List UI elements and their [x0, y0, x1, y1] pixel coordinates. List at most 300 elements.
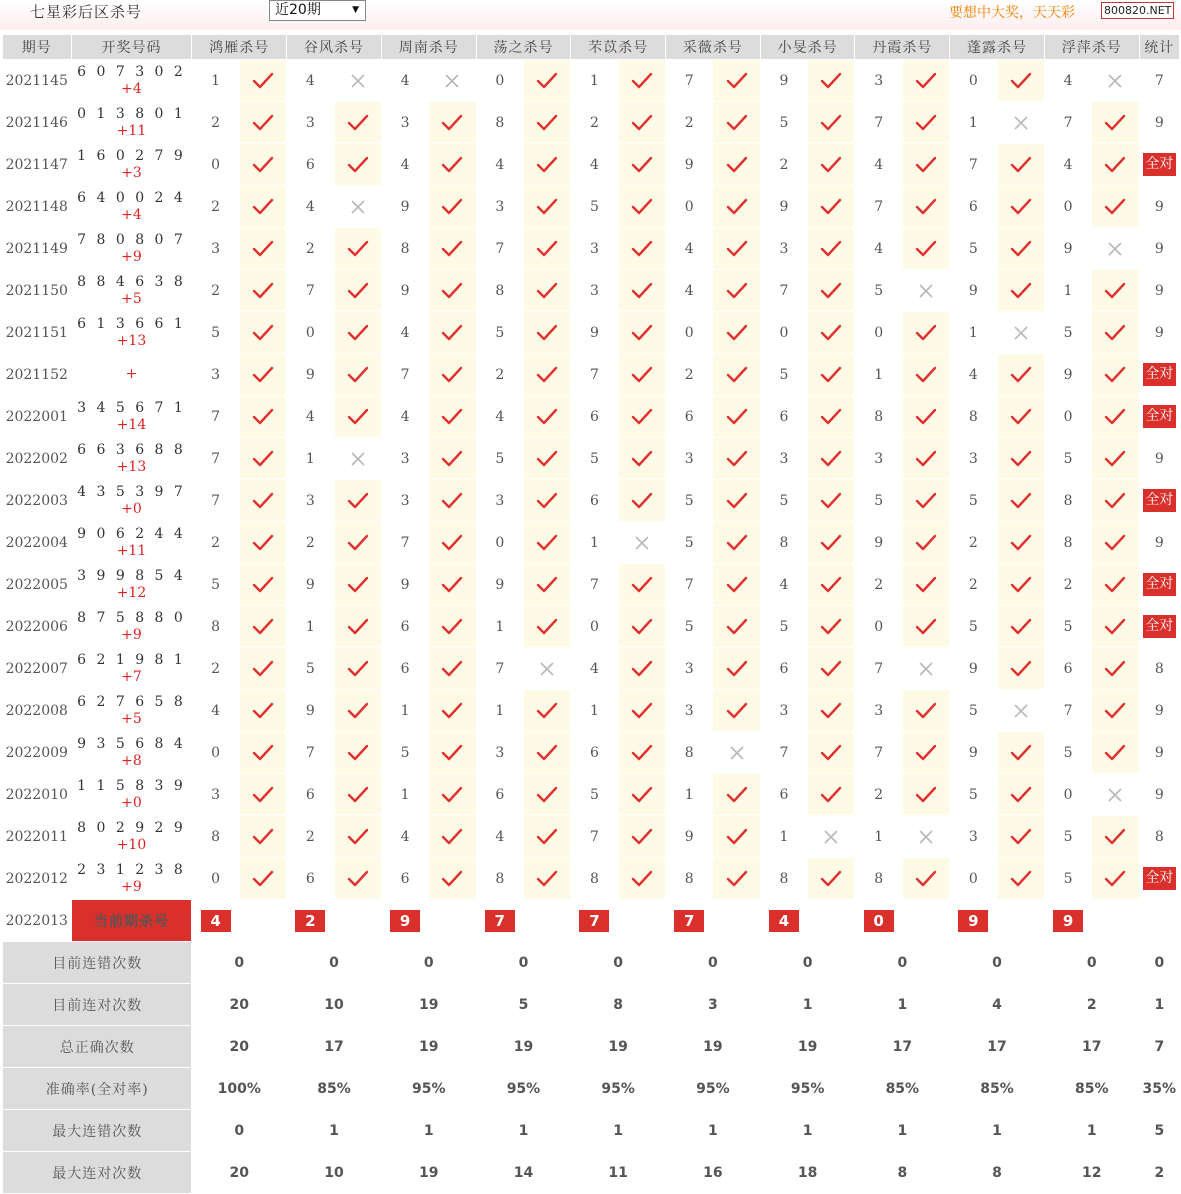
kill-number: 4 [571, 144, 618, 186]
cross-icon [443, 72, 461, 90]
result-mark [997, 144, 1044, 186]
summary-value: 85% [855, 1068, 950, 1110]
kill-number: 5 [476, 312, 523, 354]
result-mark [713, 606, 760, 648]
result-mark [618, 858, 665, 900]
summary-value: 0 [760, 942, 855, 984]
current-period-row [3, 900, 1180, 942]
result-mark [808, 774, 855, 816]
kill-number: 0 [476, 60, 523, 102]
check-icon [820, 870, 842, 888]
check-icon [252, 660, 274, 678]
check-icon [536, 828, 558, 846]
kill-number: 6 [760, 648, 807, 690]
table-row [3, 480, 1180, 522]
stat-cell: 9 [1139, 186, 1179, 228]
result-mark [997, 186, 1044, 228]
check-icon [1104, 660, 1126, 678]
draw-digits: 1 6 0 2 7 9 [77, 147, 186, 164]
result-mark [1092, 228, 1139, 270]
table-row [3, 102, 1180, 144]
check-icon [631, 156, 653, 174]
result-mark [902, 144, 949, 186]
kill-number: 7 [287, 732, 334, 774]
summary-value: 95% [666, 1068, 761, 1110]
current-kill-label: 当前期杀号 [71, 900, 192, 942]
period-select[interactable] [269, 0, 366, 21]
draw-plus: +10 [116, 836, 147, 853]
check-icon [631, 198, 653, 216]
full-correct-badge: 全对 [1143, 573, 1176, 596]
summary-value: 95% [381, 1068, 476, 1110]
summary-value: 1 [950, 1110, 1045, 1152]
period-select-value: 近20期 [275, 2, 321, 18]
cross-icon [917, 828, 935, 846]
check-icon [915, 786, 937, 804]
check-icon [536, 366, 558, 384]
result-mark [523, 732, 570, 774]
result-mark [239, 690, 286, 732]
current-kill-badge: 2 [295, 910, 325, 932]
kill-number: 9 [855, 522, 902, 564]
result-mark [808, 522, 855, 564]
check-icon [1104, 702, 1126, 720]
kill-number: 2 [192, 186, 239, 228]
kill-number: 5 [760, 354, 807, 396]
check-icon [915, 534, 937, 552]
kill-number: 6 [571, 732, 618, 774]
kill-number: 7 [666, 60, 713, 102]
check-icon [536, 114, 558, 132]
table-row [3, 438, 1180, 480]
check-icon [820, 534, 842, 552]
result-mark [618, 732, 665, 774]
check-icon [915, 492, 937, 510]
result-mark [1092, 186, 1139, 228]
period-cell: 2021148 [3, 186, 72, 228]
check-icon [1010, 492, 1032, 510]
summary-value: 17 [855, 1026, 950, 1068]
result-mark [808, 102, 855, 144]
summary-value: 0 [192, 1110, 287, 1152]
kill-number: 7 [760, 732, 807, 774]
result-mark [429, 396, 476, 438]
check-icon [1104, 408, 1126, 426]
kill-number: 3 [192, 228, 239, 270]
stat-cell: 9 [1139, 522, 1179, 564]
result-mark [1092, 60, 1139, 102]
check-icon [726, 156, 748, 174]
current-kill-badge: 9 [390, 910, 420, 932]
kill-number: 7 [381, 354, 428, 396]
summary-label: 总正确次数 [3, 1026, 192, 1068]
check-icon [347, 828, 369, 846]
kill-number: 0 [192, 858, 239, 900]
result-mark [618, 186, 665, 228]
draw-digits: 6 2 1 9 8 1 [77, 651, 186, 668]
result-mark [429, 564, 476, 606]
result-mark [713, 144, 760, 186]
check-icon [820, 366, 842, 384]
summary-value: 0 [287, 942, 382, 984]
period-cell: 2021151 [3, 312, 72, 354]
kill-number: 5 [571, 774, 618, 816]
period-cell: 2022002 [3, 438, 72, 480]
check-icon [1104, 282, 1126, 300]
kill-number: 8 [855, 396, 902, 438]
result-mark [618, 144, 665, 186]
summary-value: 1 [855, 984, 950, 1026]
kill-number: 8 [1044, 522, 1091, 564]
site-badge[interactable]: 800820.NET [1101, 2, 1174, 19]
kill-number: 4 [476, 816, 523, 858]
kill-number: 0 [760, 312, 807, 354]
result-mark [713, 228, 760, 270]
summary-value: 100% [192, 1068, 287, 1110]
check-icon [441, 198, 463, 216]
stat-cell: 9 [1139, 690, 1179, 732]
kill-number: 4 [1044, 60, 1091, 102]
result-mark [713, 480, 760, 522]
summary-value: 8 [571, 984, 666, 1026]
table-row [3, 186, 1180, 228]
kill-number: 2 [571, 102, 618, 144]
result-mark [902, 312, 949, 354]
summary-value: 10 [287, 1152, 382, 1194]
table-row [3, 354, 1180, 396]
result-mark [618, 228, 665, 270]
draw-plus: +5 [121, 290, 142, 307]
table-row [3, 312, 1180, 354]
kill-number: 9 [666, 144, 713, 186]
summary-value: 1 [381, 1110, 476, 1152]
result-mark [334, 144, 381, 186]
check-icon [915, 576, 937, 594]
current-kill-number [666, 900, 713, 942]
kill-number: 6 [287, 858, 334, 900]
check-icon [915, 450, 937, 468]
check-icon [726, 786, 748, 804]
summary-total: 35% [1139, 1068, 1179, 1110]
check-icon [252, 828, 274, 846]
result-mark [429, 522, 476, 564]
check-icon [631, 324, 653, 342]
result-mark [808, 606, 855, 648]
result-mark [902, 522, 949, 564]
period-cell: 2021149 [3, 228, 72, 270]
summary-value: 1 [287, 1110, 382, 1152]
result-mark [523, 396, 570, 438]
check-icon [1104, 870, 1126, 888]
draw-plus: +12 [116, 584, 147, 601]
check-icon [915, 240, 937, 258]
column-header-expert: 浮萍杀号 [1044, 35, 1139, 60]
kill-number: 3 [476, 186, 523, 228]
result-mark [523, 858, 570, 900]
check-icon [441, 408, 463, 426]
kill-number: 4 [571, 648, 618, 690]
summary-value: 95% [571, 1068, 666, 1110]
result-mark [618, 564, 665, 606]
kill-number: 1 [950, 312, 997, 354]
kill-number: 6 [287, 774, 334, 816]
check-icon [1010, 786, 1032, 804]
check-icon [347, 786, 369, 804]
summary-value: 1 [1044, 1110, 1139, 1152]
result-mark [902, 186, 949, 228]
kill-number: 5 [666, 480, 713, 522]
result-mark [808, 144, 855, 186]
result-mark [713, 102, 760, 144]
kill-number: 2 [287, 228, 334, 270]
check-icon [252, 870, 274, 888]
stat-cell: 9 [1139, 312, 1179, 354]
draw-cell [71, 60, 192, 102]
summary-value: 19 [381, 1152, 476, 1194]
stat-cell: 9 [1139, 774, 1179, 816]
draw-cell [71, 522, 192, 564]
stat-cell [1139, 480, 1179, 522]
check-icon [441, 324, 463, 342]
result-mark [618, 606, 665, 648]
result-mark [429, 816, 476, 858]
result-mark [523, 690, 570, 732]
result-mark [997, 228, 1044, 270]
check-icon [726, 702, 748, 720]
draw-cell [71, 606, 192, 648]
kill-number: 6 [381, 648, 428, 690]
period-cell: 2022006 [3, 606, 72, 648]
kill-number: 1 [1044, 270, 1091, 312]
kill-number: 5 [760, 102, 807, 144]
kill-number: 1 [287, 606, 334, 648]
kill-number: 3 [192, 774, 239, 816]
result-mark [902, 816, 949, 858]
check-icon [820, 492, 842, 510]
current-kill-badge: 9 [1053, 910, 1083, 932]
check-icon [726, 324, 748, 342]
empty-cell [997, 900, 1044, 942]
kill-number: 8 [950, 396, 997, 438]
result-mark [902, 858, 949, 900]
check-icon [536, 492, 558, 510]
column-header-period: 期号 [3, 35, 72, 60]
result-mark [618, 60, 665, 102]
result-mark [618, 522, 665, 564]
kill-number-table [2, 34, 1180, 1194]
kill-number: 5 [1044, 438, 1091, 480]
result-mark [713, 270, 760, 312]
result-mark [713, 858, 760, 900]
kill-number: 4 [666, 228, 713, 270]
check-icon [252, 744, 274, 762]
check-icon [536, 450, 558, 468]
check-icon [347, 660, 369, 678]
result-mark [429, 438, 476, 480]
summary-value: 20 [192, 1152, 287, 1194]
summary-value: 1 [476, 1110, 571, 1152]
column-header-stat: 统计 [1139, 35, 1179, 60]
kill-number: 7 [855, 732, 902, 774]
result-mark [902, 774, 949, 816]
draw-digits: 8 8 4 6 3 8 [77, 273, 186, 290]
kill-number: 2 [666, 354, 713, 396]
check-icon [536, 72, 558, 90]
check-icon [820, 198, 842, 216]
cross-icon [1106, 786, 1124, 804]
draw-cell [71, 690, 192, 732]
check-icon [1104, 324, 1126, 342]
result-mark [334, 732, 381, 774]
draw-cell [71, 396, 192, 438]
result-mark [713, 438, 760, 480]
result-mark [334, 396, 381, 438]
check-icon [631, 114, 653, 132]
draw-cell [71, 312, 192, 354]
result-mark [808, 228, 855, 270]
current-kill-badge: 7 [674, 910, 704, 932]
check-icon [820, 744, 842, 762]
result-mark [523, 102, 570, 144]
summary-value: 85% [1044, 1068, 1139, 1110]
kill-number: 0 [666, 312, 713, 354]
kill-number: 4 [192, 690, 239, 732]
stat-cell: 7 [1139, 60, 1179, 102]
draw-plus: +14 [116, 416, 147, 433]
period-cell: 2022008 [3, 690, 72, 732]
table-row [3, 270, 1180, 312]
check-icon [820, 72, 842, 90]
check-icon [726, 828, 748, 846]
kill-number: 3 [760, 690, 807, 732]
empty-cell [618, 900, 665, 942]
check-icon [252, 534, 274, 552]
draw-digits: 8 0 2 9 2 9 [77, 819, 186, 836]
stat-cell: 8 [1139, 648, 1179, 690]
check-icon [536, 618, 558, 636]
period-cell: 2022011 [3, 816, 72, 858]
check-icon [915, 366, 937, 384]
kill-number: 1 [381, 774, 428, 816]
check-icon [1010, 660, 1032, 678]
table-row [3, 522, 1180, 564]
result-mark [239, 648, 286, 690]
stat-cell [1139, 354, 1179, 396]
result-mark [239, 606, 286, 648]
result-mark [239, 270, 286, 312]
result-mark [997, 774, 1044, 816]
check-icon [726, 114, 748, 132]
draw-digits: 2 3 1 2 3 8 [77, 861, 186, 878]
summary-label: 最大连对次数 [3, 1152, 192, 1194]
check-icon [1010, 366, 1032, 384]
kill-number: 2 [1044, 564, 1091, 606]
result-mark [808, 270, 855, 312]
check-icon [631, 450, 653, 468]
kill-number: 7 [381, 522, 428, 564]
result-mark [334, 816, 381, 858]
summary-value: 85% [950, 1068, 1045, 1110]
result-mark [239, 228, 286, 270]
kill-number: 5 [666, 522, 713, 564]
result-mark [713, 522, 760, 564]
check-icon [820, 408, 842, 426]
result-mark [713, 774, 760, 816]
kill-number: 7 [476, 228, 523, 270]
table-row [3, 564, 1180, 606]
kill-number: 3 [666, 648, 713, 690]
kill-number: 7 [192, 438, 239, 480]
current-kill-badge: 4 [769, 910, 799, 932]
kill-number: 7 [855, 648, 902, 690]
check-icon [441, 114, 463, 132]
check-icon [347, 576, 369, 594]
summary-value: 0 [666, 942, 761, 984]
current-kill-number [950, 900, 997, 942]
current-kill-number [855, 900, 902, 942]
empty-cell [429, 900, 476, 942]
result-mark [902, 438, 949, 480]
summary-row [3, 984, 1180, 1026]
check-icon [915, 744, 937, 762]
check-icon [820, 702, 842, 720]
kill-number: 4 [855, 144, 902, 186]
result-mark [1092, 102, 1139, 144]
summary-value: 1 [571, 1110, 666, 1152]
draw-cell [71, 564, 192, 606]
column-header-expert: 周南杀号 [381, 35, 476, 60]
draw-digits: 6 4 0 0 2 4 [77, 189, 186, 206]
draw-plus: +9 [121, 878, 142, 895]
result-mark [523, 438, 570, 480]
check-icon [252, 576, 274, 594]
empty-cell [334, 900, 381, 942]
result-mark [618, 816, 665, 858]
current-kill-number [760, 900, 807, 942]
summary-value: 0 [381, 942, 476, 984]
kill-number: 8 [571, 858, 618, 900]
kill-number: 5 [1044, 816, 1091, 858]
draw-plus: + [125, 366, 138, 382]
stat-cell: 9 [1139, 228, 1179, 270]
full-correct-badge: 全对 [1143, 153, 1176, 176]
summary-value: 12 [1044, 1152, 1139, 1194]
current-kill-badge: 0 [864, 910, 894, 932]
empty-cell [902, 900, 949, 942]
cross-icon [822, 828, 840, 846]
check-icon [1104, 156, 1126, 174]
kill-number: 9 [1044, 354, 1091, 396]
draw-plus: +7 [121, 668, 142, 685]
column-header-draw: 开奖号码 [71, 35, 192, 60]
check-icon [252, 450, 274, 468]
kill-number: 9 [666, 816, 713, 858]
kill-number: 0 [1044, 396, 1091, 438]
kill-number: 2 [287, 522, 334, 564]
draw-plus: +4 [121, 80, 142, 97]
check-icon [1010, 618, 1032, 636]
kill-number: 3 [476, 732, 523, 774]
kill-number: 3 [666, 438, 713, 480]
check-icon [1010, 744, 1032, 762]
check-icon [536, 576, 558, 594]
result-mark [902, 60, 949, 102]
result-mark [239, 144, 286, 186]
stat-cell [1139, 858, 1179, 900]
kill-number: 2 [476, 354, 523, 396]
check-icon [441, 618, 463, 636]
result-mark [902, 270, 949, 312]
